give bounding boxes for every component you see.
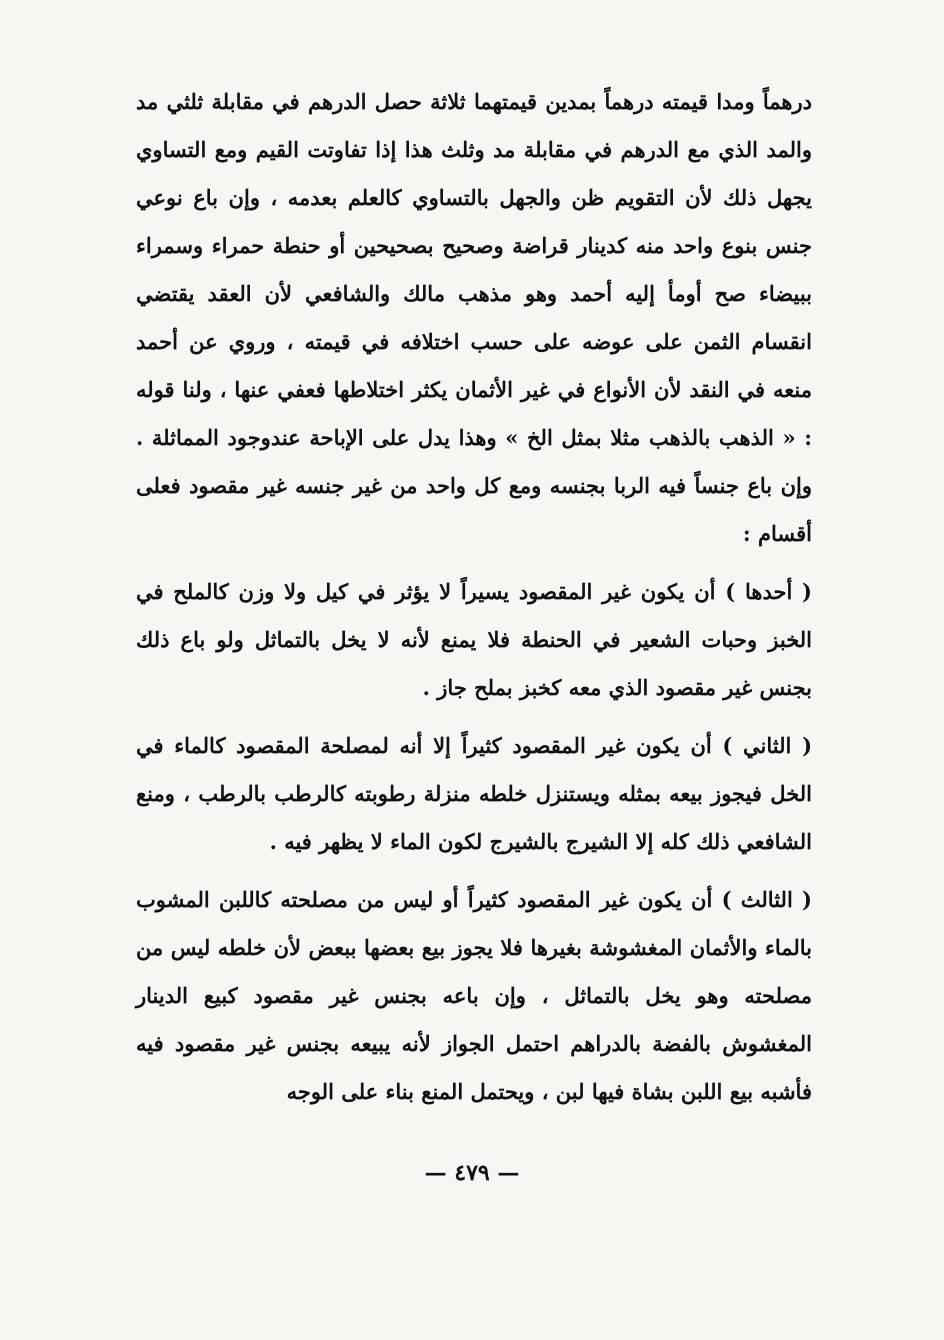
paragraph-intro: درهماً ومدا قيمته درهماً بمدين قيمتهما ثلاثة حصل الدرهم في مقابلة ثلثي مد والمد الذي مع الدرهم في مقابلة مد وثلث هذا إذا تفاوتت القيم ومع التساوي يجهل ذلك لأن التقويم ظن والجهل بالتساوي كالعلم بعدمه ، وإن باع نوعي جنس بنوع واحد منه كدينار قراضة وصحيح بصحيحين أو حنطة حمراء وسمراء ببيضاء صح أومأ إليه أحمد وهو مذهب مالك والشافعي لأن العقد يقتضي انقسام الثمن على عوضه على حسب اختلافه في قيمته ، وروي عن أحمد منعه في النقد لأن الأنواع في غير الأثمان يكثر اختلاطها فعفي عنها ، ولنا قوله : « الذهب بالذهب مثلا بمثل الخ » وهذا يدل على الإباحة عندوجود المماثلة . وإن باع جنساً فيه الربا بجنسه ومع كل واحد من غير جنسه غير مقصود فعلى أقسام : bbox=[136, 89, 812, 546]
paragraph-third-case: ( الثالث ) أن يكون غير المقصود كثيراً أو ليس من مصلحته كاللبن المشوب بالماء والأثمان المغشوشة بغيرها فلا يجوز بيع بعضها ببعض لأن خلطه ليس من مصلحته وهو يخل بالتماثل ، وإن باعه بجنس غير مقصود كبيع الدينار المغشوش بالفضة بالدراهم احتمل الجواز لأنه يبيعه بجنس غير مقصود فيه فأشبه بيع اللبن بشاة فيها لبن ، ويحتمل المنع بناء على الوجه bbox=[136, 887, 812, 1104]
body-text bbox=[136, 78, 812, 1116]
page-number: — ٤٧٩ — bbox=[424, 1160, 520, 1186]
paragraph-first-case: ( أحدها ) أن يكون غير المقصود يسيراً لا يؤثر في كيل ولا وزن كالملح في الخبز وحبات الشعير في الحنطة فلا يمنع لأنه لا يخل بالتماثل ولو باع ذلك بجنس غير مقصود الذي معه كخبز بملح جاز . bbox=[136, 579, 812, 700]
paragraph-second-case: ( الثاني ) أن يكون غير المقصود كثيراً إلا أنه لمصلحة المقصود كالماء في الخل فيجوز بيعه بمثله ويستنزل خلطه منزلة رطوبته كالرطب بالرطب ، ومنع الشافعي ذلك كله إلا الشيرج بالشيرج لكون الماء لا يظهر فيه . bbox=[136, 733, 812, 854]
